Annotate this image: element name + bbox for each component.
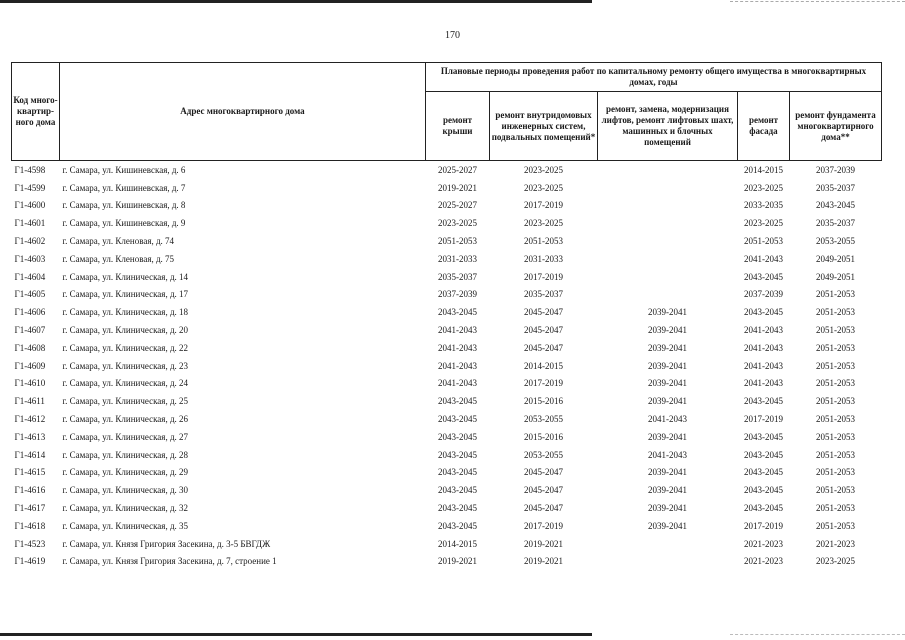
cell-address: г. Самара, ул. Князя Григория Засекина, д. 3-5 БВГДЖ [62, 538, 271, 549]
cell-facade: 2021-2023 [744, 538, 783, 549]
table-row [12, 481, 882, 499]
cell-roof: 2025-2027 [438, 200, 477, 211]
cell-address: г. Самара, ул. Кленовая, д. 74 [62, 236, 175, 247]
cell-elevators [598, 232, 738, 250]
header-foundation: ремонт фундамента многоквартирного дома** [790, 92, 882, 161]
cell-elevators: 2039-2041 [648, 325, 687, 336]
cell-elevators: 2039-2041 [648, 307, 687, 318]
cell-address: г. Самара, ул. Клиническая, д. 30 [62, 485, 189, 496]
cell-foundation: 2051-2053 [816, 325, 855, 336]
cell-roof: 2043-2045 [438, 431, 477, 442]
cell-foundation: 2053-2055 [816, 236, 855, 247]
cell-roof: 2043-2045 [438, 396, 477, 407]
cell-address: г. Самара, ул. Кишиневская, д. 9 [62, 218, 186, 229]
cell-address: г. Самара, ул. Клиническая, д. 29 [62, 467, 189, 478]
cell-foundation: 2051-2053 [816, 342, 855, 353]
cell-facade: 2043-2045 [744, 396, 783, 407]
cell-roof: 2041-2043 [438, 342, 477, 353]
cell-facade: 2043-2045 [744, 503, 783, 514]
cell-code: Г1-4613 [14, 431, 46, 442]
cell-systems: 2045-2047 [524, 307, 563, 318]
table-row [12, 161, 882, 179]
cell-systems: 2015-2016 [524, 431, 563, 442]
cell-address: г. Самара, ул. Клиническая, д. 28 [62, 449, 189, 460]
cell-elevators: 2039-2041 [648, 431, 687, 442]
cell-code: Г1-4598 [14, 164, 46, 175]
cell-code: Г1-4615 [14, 467, 46, 478]
cell-foundation: 2043-2045 [816, 200, 855, 211]
cell-address: г. Самара, ул. Князя Григория Засекина, д. 7, строение 1 [62, 556, 277, 567]
cell-code: Г1-4602 [14, 236, 46, 247]
cell-foundation: 2051-2053 [816, 289, 855, 300]
cell-address: г. Самара, ул. Кишиневская, д. 7 [62, 182, 186, 193]
cell-facade: 2023-2025 [744, 218, 783, 229]
cell-systems: 2017-2019 [524, 520, 563, 531]
cell-roof: 2014-2015 [438, 538, 477, 549]
cell-elevators [598, 161, 738, 179]
cell-code: Г1-4604 [14, 271, 46, 282]
cell-foundation: 2035-2037 [816, 182, 855, 193]
cell-systems: 2019-2021 [524, 538, 563, 549]
cell-foundation: 2051-2053 [816, 360, 855, 371]
cell-code: Г1-4600 [14, 200, 46, 211]
cell-systems: 2051-2053 [524, 236, 563, 247]
cell-systems: 2045-2047 [524, 342, 563, 353]
cell-roof: 2043-2045 [438, 414, 477, 425]
table-row [12, 517, 882, 535]
cell-systems: 2031-2033 [524, 253, 563, 264]
cell-roof: 2025-2027 [438, 164, 477, 175]
cell-address: г. Самара, ул. Кишиневская, д. 8 [62, 200, 186, 211]
cell-address: г. Самара, ул. Клиническая, д. 32 [62, 503, 189, 514]
cell-roof: 2041-2043 [438, 325, 477, 336]
cell-code: Г1-4603 [14, 253, 46, 264]
cell-facade: 2043-2045 [744, 449, 783, 460]
cell-systems: 2019-2021 [524, 556, 563, 567]
cell-elevators [598, 179, 738, 197]
table-row [12, 250, 882, 268]
cell-code: Г1-4608 [14, 342, 46, 353]
cell-systems: 2023-2025 [524, 218, 563, 229]
cell-systems: 2023-2025 [524, 182, 563, 193]
cell-facade: 2023-2025 [744, 182, 783, 193]
cell-roof: 2043-2045 [438, 467, 477, 478]
table-row [12, 446, 882, 464]
cell-roof: 2037-2039 [438, 289, 477, 300]
cell-facade: 2014-2015 [744, 164, 783, 175]
cell-facade: 2037-2039 [744, 289, 783, 300]
table-row [12, 232, 882, 250]
cell-systems: 2017-2019 [524, 378, 563, 389]
cell-systems: 2053-2055 [524, 414, 563, 425]
cell-facade: 2043-2045 [744, 431, 783, 442]
cell-elevators: 2039-2041 [648, 378, 687, 389]
header-roof: ремонт крыши [426, 92, 490, 161]
cell-facade: 2043-2045 [744, 485, 783, 496]
cell-address: г. Самара, ул. Клиническая, д. 20 [62, 325, 189, 336]
table-row [12, 179, 882, 197]
cell-address: г. Самара, ул. Клиническая, д. 24 [62, 378, 189, 389]
cell-address: г. Самара, ул. Клиническая, д. 18 [62, 307, 189, 318]
cell-elevators: 2041-2043 [648, 414, 687, 425]
cell-code: Г1-4599 [14, 182, 46, 193]
cell-elevators: 2039-2041 [648, 396, 687, 407]
table-row [12, 428, 882, 446]
header-periods-group: Плановые периоды проведения работ по капитальному ремонту общего имущества в многоквартирных домах, годы [426, 63, 882, 92]
cell-systems: 2045-2047 [524, 467, 563, 478]
table-row [12, 553, 882, 571]
top-rule [0, 0, 592, 3]
cell-foundation: 2051-2053 [816, 520, 855, 531]
cell-foundation: 2051-2053 [816, 503, 855, 514]
cell-code: Г1-4607 [14, 325, 46, 336]
cell-systems: 2014-2015 [524, 360, 563, 371]
cell-elevators: 2039-2041 [648, 485, 687, 496]
cell-code: Г1-4619 [14, 556, 46, 567]
cell-code: Г1-4609 [14, 360, 46, 371]
cell-systems: 2045-2047 [524, 325, 563, 336]
repair-schedule-table [11, 62, 882, 570]
cell-roof: 2043-2045 [438, 307, 477, 318]
cell-systems: 2045-2047 [524, 485, 563, 496]
cell-foundation: 2051-2053 [816, 431, 855, 442]
table-row [12, 303, 882, 321]
cell-facade: 2043-2045 [744, 271, 783, 282]
cell-elevators [598, 250, 738, 268]
cell-code: Г1-4616 [14, 485, 46, 496]
cell-code: Г1-4614 [14, 449, 46, 460]
cell-systems: 2023-2025 [524, 164, 563, 175]
cell-elevators: 2039-2041 [648, 360, 687, 371]
cell-systems: 2053-2055 [524, 449, 563, 460]
cell-elevators: 2039-2041 [648, 503, 687, 514]
bottom-rule-faint [730, 634, 905, 635]
cell-foundation: 2051-2053 [816, 485, 855, 496]
table-row [12, 268, 882, 286]
table-row [12, 375, 882, 393]
cell-address: г. Самара, ул. Клиническая, д. 27 [62, 431, 189, 442]
cell-foundation: 2049-2051 [816, 253, 855, 264]
table-row [12, 535, 882, 553]
cell-address: г. Самара, ул. Кленовая, д. 75 [62, 253, 175, 264]
cell-roof: 2035-2037 [438, 271, 477, 282]
cell-foundation: 2051-2053 [816, 378, 855, 389]
header-address: Адрес многоквартирного дома [60, 63, 426, 161]
cell-systems: 2017-2019 [524, 271, 563, 282]
cell-facade: 2041-2043 [744, 360, 783, 371]
cell-systems: 2017-2019 [524, 200, 563, 211]
cell-address: г. Самара, ул. Клиническая, д. 22 [62, 342, 189, 353]
cell-address: г. Самара, ул. Клиническая, д. 25 [62, 396, 189, 407]
cell-facade: 2043-2045 [744, 307, 783, 318]
cell-roof: 2043-2045 [438, 485, 477, 496]
cell-roof: 2041-2043 [438, 378, 477, 389]
table-row [12, 499, 882, 517]
cell-roof: 2043-2045 [438, 449, 477, 460]
cell-code: Г1-4605 [14, 289, 46, 300]
cell-address: г. Самара, ул. Клиническая, д. 23 [62, 360, 189, 371]
header-facade: ремонт фасада [738, 92, 790, 161]
cell-elevators [598, 535, 738, 553]
cell-code: Г1-4611 [14, 396, 45, 407]
header-elevators: ремонт, замена, модернизация лифтов, ремонт лифтовых шахт, машинных и блочных помещений [598, 92, 738, 161]
table-row [12, 357, 882, 375]
cell-foundation: 2021-2023 [816, 538, 855, 549]
cell-foundation: 2049-2051 [816, 271, 855, 282]
cell-address: г. Самара, ул. Клиническая, д. 26 [62, 414, 189, 425]
cell-foundation: 2051-2053 [816, 396, 855, 407]
cell-foundation: 2051-2053 [816, 449, 855, 460]
cell-facade: 2021-2023 [744, 556, 783, 567]
cell-roof: 2043-2045 [438, 503, 477, 514]
cell-facade: 2041-2043 [744, 325, 783, 336]
cell-foundation: 2037-2039 [816, 164, 855, 175]
cell-roof: 2051-2053 [438, 236, 477, 247]
table-row [12, 464, 882, 482]
cell-elevators: 2039-2041 [648, 342, 687, 353]
cell-systems: 2015-2016 [524, 396, 563, 407]
cell-facade: 2041-2043 [744, 342, 783, 353]
cell-address: г. Самара, ул. Клиническая, д. 35 [62, 520, 189, 531]
cell-roof: 2031-2033 [438, 253, 477, 264]
cell-facade: 2033-2035 [744, 200, 783, 211]
cell-roof: 2023-2025 [438, 218, 477, 229]
bottom-rule [0, 633, 592, 636]
cell-elevators [598, 286, 738, 304]
cell-facade: 2017-2019 [744, 414, 783, 425]
header-code: Код много-квартир-ного дома [12, 63, 60, 161]
cell-address: г. Самара, ул. Клиническая, д. 14 [62, 271, 189, 282]
cell-foundation: 2051-2053 [816, 467, 855, 478]
cell-foundation: 2051-2053 [816, 414, 855, 425]
cell-elevators [598, 197, 738, 215]
header-systems: ремонт внутридомовых инженерных систем, подвальных помещений* [490, 92, 598, 161]
cell-elevators [598, 268, 738, 286]
cell-foundation: 2051-2053 [816, 307, 855, 318]
page-number: 170 [445, 30, 460, 41]
cell-facade: 2017-2019 [744, 520, 783, 531]
cell-code: Г1-4523 [14, 538, 46, 549]
table-row [12, 410, 882, 428]
cell-systems: 2035-2037 [524, 289, 563, 300]
cell-elevators [598, 553, 738, 571]
cell-address: г. Самара, ул. Клиническая, д. 17 [62, 289, 189, 300]
cell-facade: 2043-2045 [744, 467, 783, 478]
cell-roof: 2019-2021 [438, 556, 477, 567]
cell-code: Г1-4601 [14, 218, 46, 229]
cell-roof: 2043-2045 [438, 520, 477, 531]
cell-code: Г1-4617 [14, 503, 46, 514]
top-rule-faint [730, 1, 905, 3]
table-row [12, 197, 882, 215]
table-row [12, 214, 882, 232]
cell-code: Г1-4610 [14, 378, 46, 389]
table-row [12, 339, 882, 357]
cell-facade: 2051-2053 [744, 236, 783, 247]
cell-elevators: 2039-2041 [648, 467, 687, 478]
cell-elevators [598, 214, 738, 232]
cell-roof: 2019-2021 [438, 182, 477, 193]
cell-elevators: 2039-2041 [648, 520, 687, 531]
table-row [12, 286, 882, 304]
cell-code: Г1-4618 [14, 520, 46, 531]
cell-code: Г1-4606 [14, 307, 46, 318]
table-row [12, 321, 882, 339]
cell-foundation: 2035-2037 [816, 218, 855, 229]
cell-code: Г1-4612 [14, 414, 46, 425]
cell-facade: 2041-2043 [744, 378, 783, 389]
cell-roof: 2041-2043 [438, 360, 477, 371]
cell-elevators: 2041-2043 [648, 449, 687, 460]
cell-facade: 2041-2043 [744, 253, 783, 264]
cell-address: г. Самара, ул. Кишиневская, д. 6 [62, 164, 186, 175]
cell-foundation: 2023-2025 [816, 556, 855, 567]
cell-systems: 2045-2047 [524, 503, 563, 514]
table-row [12, 392, 882, 410]
